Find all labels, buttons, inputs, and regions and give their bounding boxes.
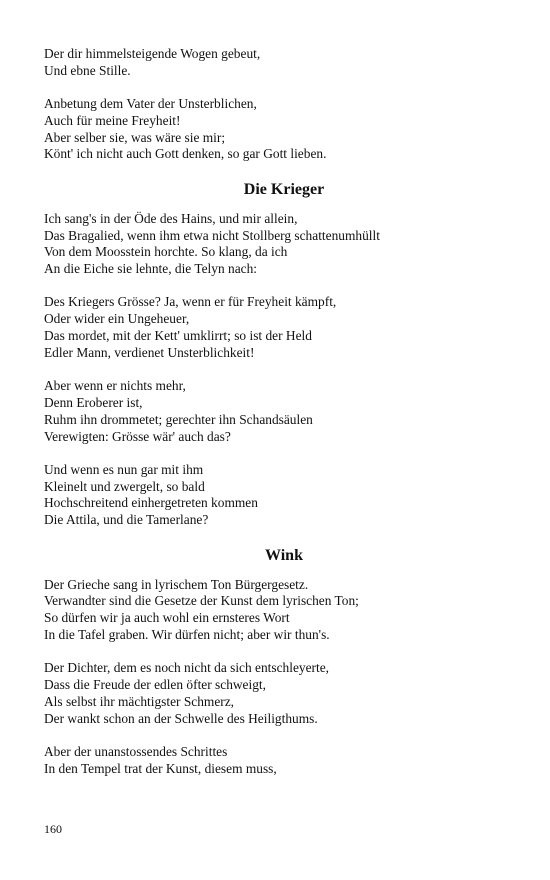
verse-line: So dürfen wir ja auch wohl ein ernsteres Wort — [44, 610, 290, 626]
verse-line: Und ebne Stille. — [44, 62, 131, 78]
verse-line: In die Tafel graben. Wir dürfen nicht; aber wir thun's. — [44, 626, 330, 642]
verse-line: Aber wenn er nichts mehr, — [44, 378, 186, 394]
stanza — [44, 577, 524, 644]
poem-title: Wink — [265, 546, 303, 564]
stanza — [44, 660, 524, 727]
verse-line: Das mordet, mit der Kett' umklirrt; so ist der Held — [44, 328, 312, 344]
stanza — [44, 294, 524, 361]
verse-line: Der Grieche sang in lyrischem Ton Bürgergesetz. — [44, 576, 309, 592]
verse-line: Anbetung dem Vater der Unsterblichen, — [44, 96, 257, 112]
verse-line: Ich sang's in der Öde des Hains, und mir allein, — [44, 210, 298, 226]
verse-line: Von dem Moosstein horchte. So klang, da ich — [44, 244, 288, 260]
verse-line: An die Eiche sie lehnte, die Telyn nach: — [44, 261, 257, 277]
stanza — [44, 211, 524, 278]
verse-line: Der dir himmelsteigende Wogen gebeut, — [44, 46, 261, 61]
verse-line: Aber selber sie, was wäre sie mir; — [44, 129, 226, 145]
verse-line: Der wankt schon an der Schwelle des Heiligthums. — [44, 710, 318, 726]
verse-line: Edler Mann, verdienet Unsterblichkeit! — [44, 344, 255, 360]
stanza — [44, 46, 524, 80]
poem-title: Die Krieger — [243, 180, 325, 198]
verse-line: Oder wider ein Ungeheuer, — [44, 311, 190, 327]
page-number: 160 — [44, 822, 62, 836]
stanza — [44, 744, 524, 778]
stanza — [44, 462, 524, 529]
verse-line: Verwandter sind die Gesetze der Kunst dem lyrischen Ton; — [44, 593, 359, 609]
verse-line: Denn Eroberer ist, — [44, 394, 143, 410]
poem-section — [44, 180, 524, 529]
verse-line: Dass die Freude der edlen öfter schweigt, — [44, 677, 266, 693]
poem-section — [44, 46, 524, 163]
verse-line: In den Tempel trat der Kunst, diesem muss, — [44, 760, 277, 776]
verse-line: Die Attila, und die Tamerlane? — [44, 512, 209, 528]
verse-line: Des Kriegers Grösse? Ja, wenn er für Freyheit kämpft, — [44, 294, 337, 310]
verse-line: Verewigten: Grösse wär' auch das? — [44, 428, 231, 444]
verse-line: Könt' ich nicht auch Gott denken, so gar Gott lieben. — [44, 146, 327, 162]
verse-line: Und wenn es nun gar mit ihm — [44, 461, 204, 477]
verse-line: Das Bragalied, wenn ihm etwa nicht Stollberg schattenumhüllt — [44, 227, 380, 243]
stanza — [44, 96, 524, 163]
page-content — [44, 46, 524, 794]
verse-line: Auch für meine Freyheit! — [44, 112, 181, 128]
stanza — [44, 378, 524, 445]
verse-line: Als selbst ihr mächtigster Schmerz, — [44, 693, 235, 709]
verse-line: Hochschreitend einhergetreten kommen — [44, 495, 258, 511]
verse-line: Ruhm ihn drommetet; gerechter ihn Schandsäulen — [44, 411, 313, 427]
verse-line: Der Dichter, dem es noch nicht da sich entschleyerte, — [44, 660, 330, 676]
verse-line: Kleinelt und zwergelt, so bald — [44, 478, 205, 494]
verse-line: Aber der unanstossendes Schrittes — [44, 743, 228, 759]
poem-section — [44, 546, 524, 778]
